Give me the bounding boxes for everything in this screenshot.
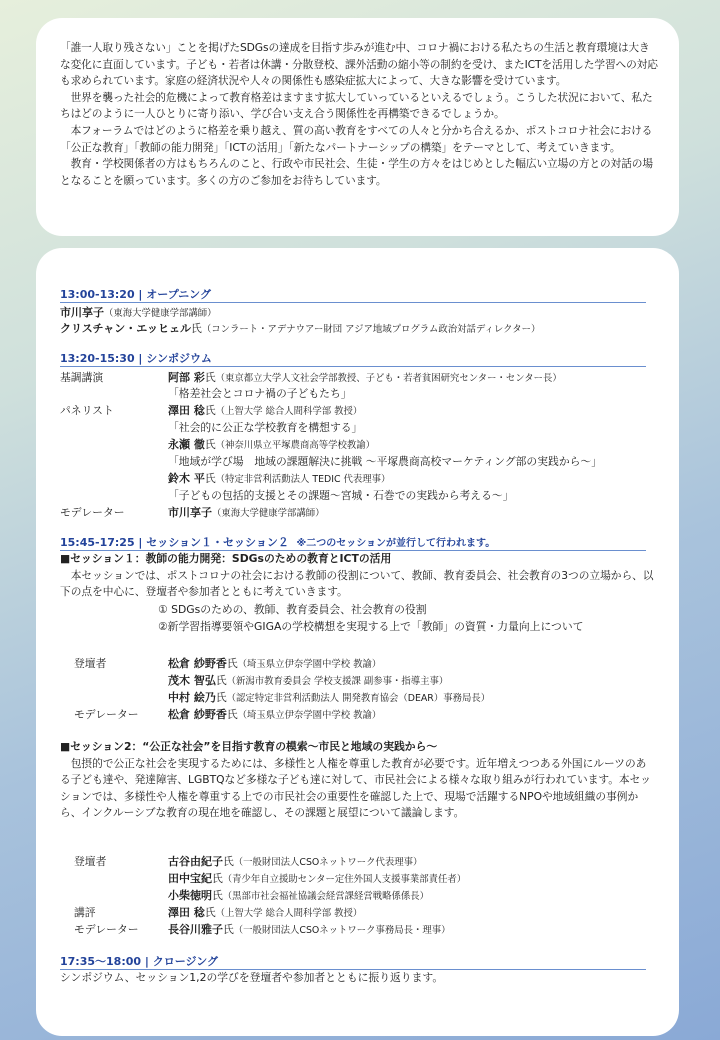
session2-title — [60, 740, 660, 754]
intro-paragraph-1: 「誰一人取り残さない」ことを掲げたSDGsの達成を目指す歩みが進む中、コロナ禍における私たちの生活と教育環境は大きな変化に直面しています。子ども・若者は休講・分散登校、課外活動の縮小等の制約を受け、またICTを活用した学習への対応も求められています。家庭の経済状況や人々の関係性も感染症拡大によって、大きな影響を受けています。 — [60, 41, 658, 88]
honorific: 氏 — [191, 322, 202, 335]
speaker-name: 小柴徳明 — [168, 889, 212, 902]
moderator-name: 長谷川雅子 — [168, 923, 223, 936]
closing-text: シンポジウム、セッション1,2の学びを登壇者や参加者とともに振り返ります。 — [60, 971, 444, 984]
panelist-2-line — [60, 438, 660, 453]
panelist-title: 「社会的に公正な学校教育を構想する」 — [168, 421, 363, 434]
panelist-affiliation: （特定非営利活動法人 TEDIC 代表理事） — [215, 474, 391, 485]
intro-paragraph-3: 本フォーラムではどのように格差を乗り越え、質の高い教育をすべての人々と分かち合えるか、ポストコロナ社会における「公正な教育」「教師の能力開発」「ICTの活用」「新たなパートナーシップの構築」をテーマとして、考えていきます。 — [60, 123, 653, 154]
role-label: パネリスト — [60, 404, 114, 417]
panelist-title: 「地域が学び場 地域の課題解決に挑戦 ～平塚農商高校マーケティング部の実践から～」 — [168, 455, 603, 468]
speaker-affiliation: （新潟市教育委員会 学校支援課 副参事・指導主事） — [226, 676, 449, 687]
session1-paragraph: 本セッションでは、ポストコロナの社会における教師の役割について、教師、教育委員会、社会教育の3つの立場から、以下の点を中心に、登壇者や参加者とともに考えていきます。 — [60, 569, 654, 599]
speaker-name: 古谷由紀子 — [168, 855, 223, 868]
role-label: モデレーター — [74, 708, 139, 721]
moderator-affiliation: （一般財団法人CSOネットワーク事務局長・理事） — [233, 925, 451, 936]
session1-speaker-3-line — [60, 691, 660, 706]
program-card — [36, 248, 679, 1036]
keynote-name: 阿部 彩 — [168, 371, 205, 384]
speaker-name: 中村 絵乃 — [168, 691, 216, 704]
speaker-affiliation: （黒部市社会福祉協議会経営課経営戦略係係長） — [222, 891, 430, 902]
keynote-title-line — [60, 387, 660, 401]
moderator-affiliation: （埼玉県立伊奈学園中学校 教諭） — [237, 710, 382, 721]
keynote-affiliation: （東京都立大学人文社会学部教授、子ども・若者貧困研究センター・センター長） — [215, 373, 562, 384]
intro-text — [60, 40, 660, 189]
symposium-moderator-line — [60, 506, 660, 521]
session2-body — [60, 756, 654, 822]
keynote-line — [60, 371, 660, 386]
panelist-1-line — [60, 404, 660, 419]
session1-point-2: ②新学習指導要領やGIGAの学校構想を実現する上で「教師」の資質・力量向上について — [158, 620, 584, 633]
intro-paragraph-4: 教育・学校関係者の方はもちろんのこと、行政や市民社会、生徒・学生の方々をはじめとした幅広い立場の方との対話の場となることを願っています。多くの方のご参加をお待ちしています。 — [60, 157, 653, 187]
honorific: 氏 — [223, 923, 234, 936]
honorific: 氏 — [204, 472, 216, 485]
person-name: クリスチャン・エッヒェル — [60, 322, 192, 335]
session2-speaker-3-line — [60, 889, 660, 904]
sessions-note: ※二つのセッションが並行して行われます。 — [296, 538, 496, 549]
honorific: 氏 — [215, 691, 227, 704]
speaker-name: 松倉 紗野香 — [168, 657, 227, 670]
speaker-affiliation: （青少年自立援助センター定住外国人支援事業部責任者） — [222, 874, 467, 885]
honorific: 氏 — [223, 855, 234, 868]
moderator-affiliation: （東海大学健康学部講師） — [212, 508, 325, 519]
honorific: 氏 — [212, 889, 223, 902]
session2-speaker-1-line — [60, 855, 660, 870]
session1-title-text: ■セッション１：教師の能力開発：SDGsのための教育とICTの活用 — [60, 552, 392, 565]
sessions-heading — [60, 536, 646, 551]
speaker-name: 茂木 智弘 — [168, 674, 216, 687]
moderator-name: 松倉 紗野香 — [168, 708, 227, 721]
panelist-name: 永瀬 徹 — [168, 438, 205, 451]
panelist-affiliation: （上智大学 総合人間科学部 教授） — [215, 406, 363, 417]
role-label: 講評 — [74, 906, 96, 919]
intro-paragraph-2: 世界を襲った社会的危機によって教育格差はますます拡大していっているといえるでしょう。こうした状況において、私たちはどのように一人ひとりに寄り添い、学び合い支え合う関係性を再構築できるでしょうか。 — [60, 90, 653, 121]
session1-title — [60, 552, 660, 566]
honorific: 氏 — [212, 872, 223, 885]
panelist-name: 澤田 稔 — [168, 404, 205, 417]
session1-point-1: ① SDGsのための、教師、教育委員会、社会教育の役割 — [158, 603, 427, 616]
session2-commentator-line — [60, 906, 660, 921]
sessions-heading-text: 15:45-17:25 | セッション１・セッション２ — [60, 536, 289, 549]
keynote-title: 「格差社会とコロナ禍の子どもたち」 — [168, 387, 352, 400]
honorific: 氏 — [204, 371, 216, 384]
role-label: モデレーター — [60, 506, 125, 519]
role-label: 登壇者 — [74, 657, 107, 670]
honorific: 氏 — [204, 906, 216, 919]
intro-card — [36, 18, 679, 236]
panelist-2-title-line — [60, 455, 660, 469]
session1-speaker-2-line — [60, 674, 660, 689]
opening-person-2 — [60, 322, 660, 337]
panelist-affiliation: （神奈川県立平塚農商高等学校教諭） — [215, 440, 376, 451]
closing-heading: 17:35～18:00 | クロージング — [60, 955, 646, 970]
person-affiliation: （コンラート・アデナウアー財団 アジア地域プログラム政治対話ディレクター） — [201, 324, 541, 335]
session1-body — [60, 568, 654, 601]
person-affiliation: （東海大学健康学部講師） — [104, 308, 217, 319]
role-label: 基調講演 — [60, 371, 104, 384]
honorific: 氏 — [204, 404, 216, 417]
moderator-name: 市川享子 — [168, 506, 212, 519]
opening-heading: 13:00-13:20 | オープニング — [60, 288, 646, 303]
panelist-3-title-line — [60, 489, 660, 503]
speaker-affiliation: （埼玉県立伊奈学園中学校 教諭） — [237, 659, 382, 670]
panelist-1-title-line — [60, 421, 660, 435]
speaker-affiliation: （認定特定非営利活動法人 開発教育協会（DEAR）事務局長） — [226, 693, 491, 704]
honorific: 氏 — [204, 438, 216, 451]
honorific: 氏 — [215, 674, 227, 687]
speaker-affiliation: （一般財団法人CSOネットワーク代表理事） — [233, 857, 423, 868]
speaker-name: 田中宝紀 — [168, 872, 212, 885]
session2-paragraph: 包摂的で公正な社会を実現するためには、多様性と人権を尊重した教育が必要です。近年増えつつある外国にルーツのある子ども達や、発達障害、LGBTQなど多様な子ども達に対して、市民社会による様々な取り組みが行われています。本セッションでは、多様性や人権を尊重する上での市民社会の重要性を確認した上で、現場で活躍するNPOや地域組織の事例から、インクルーシブな教育の現在地を確認し、その課題と展望について議論します。 — [60, 757, 651, 820]
role-label: モデレーター — [74, 923, 139, 936]
session2-moderator-line — [60, 923, 660, 938]
symposium-heading: 13:20-15:30 | シンポジウム — [60, 352, 646, 367]
opening-person-1 — [60, 306, 660, 321]
person-name: 市川享子 — [60, 306, 104, 319]
commentator-name: 澤田 稔 — [168, 906, 205, 919]
panelist-name: 鈴木 平 — [168, 472, 205, 485]
session2-speaker-2-line — [60, 872, 660, 887]
honorific: 氏 — [226, 708, 238, 721]
panelist-3-line — [60, 472, 660, 487]
session1-speaker-1-line — [60, 657, 660, 672]
session1-moderator-line — [60, 708, 660, 723]
panelist-title: 「子どもの包括的支援とその課題～宮城・石巻での実践から考える～」 — [168, 489, 514, 502]
commentator-affiliation: （上智大学 総合人間科学部 教授） — [215, 908, 363, 919]
session2-title-text: ■セッション2：“公正な社会”を目指す教育の模索～市民と地域の実践から～ — [60, 740, 438, 753]
honorific: 氏 — [226, 657, 238, 670]
role-label: 登壇者 — [74, 855, 107, 868]
